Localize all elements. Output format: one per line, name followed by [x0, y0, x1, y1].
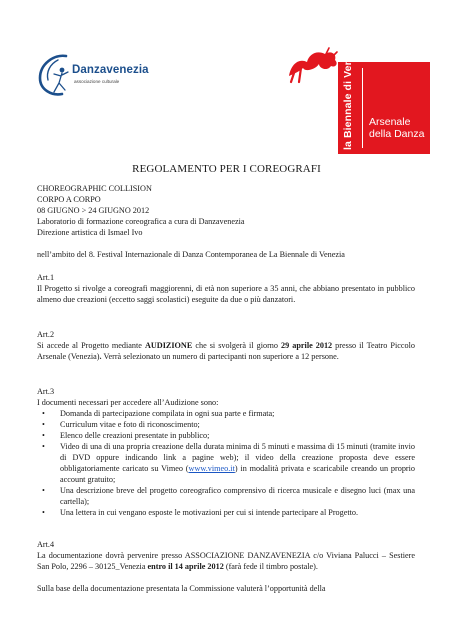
- document-title: REGOLAMENTO PER I COREOGRAFI: [132, 163, 321, 175]
- art1-text: Il Progetto si rivolge a coreografi maggiorenni, di età non superiore a 35 anni, che abbiano presentato in pubblico almeno due creazioni (eccetto saggi scolastici) eseguite da due o più danzatori.: [37, 284, 415, 305]
- event-title-line2: della Danza: [369, 128, 425, 140]
- intro-line-5: Direzione artistica di Ismael Ivo: [37, 228, 143, 237]
- art4-text: La documentazione dovrà pervenire presso ASSOCIAZIONE DANZAVENEZIA c/o Viviana Palucci – Sestiere San Polo, 2296 – 30125_Venezia entro il 14 aprile 2012 (farà fede il timbro postale).: [37, 551, 415, 572]
- intro-line-2: CORPO A CORPO: [37, 195, 101, 204]
- art3-heading: Art.3: [37, 387, 55, 396]
- org-name: Danzavenezia: [72, 64, 149, 76]
- logo-divider: [362, 68, 363, 148]
- art1-heading: Art.1: [37, 273, 55, 282]
- deadline-emphasis: entro il 14 aprile 2012: [147, 562, 224, 572]
- lion-icon: [285, 46, 341, 86]
- org-subtitle: associazione culturale: [74, 79, 120, 84]
- danzavenezia-logo: [32, 50, 162, 100]
- vimeo-link[interactable]: www.vimeo.it: [188, 464, 235, 473]
- art2-text: Si accede al Progetto mediante AUDIZIONE che si svolgerà il giorno 29 aprile 2012 presso il Teatro Piccolo Arsenale (Venezia). Verrà selezionato un numero di partecipanti non superiore a 12 persone.: [37, 341, 415, 362]
- dancer-figure-icon: [32, 50, 76, 100]
- audition-date: 29 aprile 2012: [281, 341, 333, 350]
- event-title-line1: Arsenale: [369, 116, 411, 128]
- biennale-vertical-text: la Biennale di Venezia: [342, 38, 354, 150]
- list-item: • Curriculum vitae e foto di riconoscimento;: [42, 420, 200, 429]
- art2-heading: Art.2: [37, 330, 55, 339]
- intro-line-3: 08 GIUGNO > 24 GIUGNO 2012: [37, 206, 150, 215]
- list-item: • Domanda di partecipazione compilata in ogni sua parte e firmata;: [42, 409, 275, 418]
- biennale-logo: [285, 38, 430, 154]
- document-requirements-list: [37, 408, 415, 518]
- art4-heading: Art.4: [37, 540, 55, 549]
- art3-lead: I documenti necessari per accedere all’Audizione sono:: [37, 398, 219, 407]
- list-item: • Una lettera in cui vengano esposte le motivazioni per cui si intende partecipare al Progetto.: [42, 508, 359, 517]
- intro-line-1: CHOREOGRAPHIC COLLISION: [37, 184, 152, 193]
- intro-line-4: Laboratorio di formazione coreografica a cura di Danzavenezia: [37, 217, 245, 226]
- art4-text-continued: Sulla base della documentazione presentata la Commissione valuterà l’opportunità della: [37, 584, 326, 593]
- list-item: • Una descrizione breve del progetto coreografico comprensivo di ricerca musicale e disegno luci (max una cartella);: [42, 486, 415, 506]
- list-item: • Elenco delle creazioni presentate in pubblico;: [42, 431, 210, 440]
- list-item: • Video di una di una propria creazione della durata minima di 5 minuti e massima di 15 minuti (tramite invio di DVD oppure indicando link a pagine web); il video della creazione proposta deve essere obbligatoriamente caricato su Vimeo (www.vimeo.it) in modalità privata e scaricabile creando un proprio account gratuito;: [42, 442, 416, 484]
- festival-context: nell’ambito del 8. Festival Internazionale di Danza Contemporanea de La Biennale di Venezia: [37, 250, 345, 259]
- event-title: [369, 116, 424, 140]
- audition-emphasis: AUDIZIONE: [144, 341, 193, 350]
